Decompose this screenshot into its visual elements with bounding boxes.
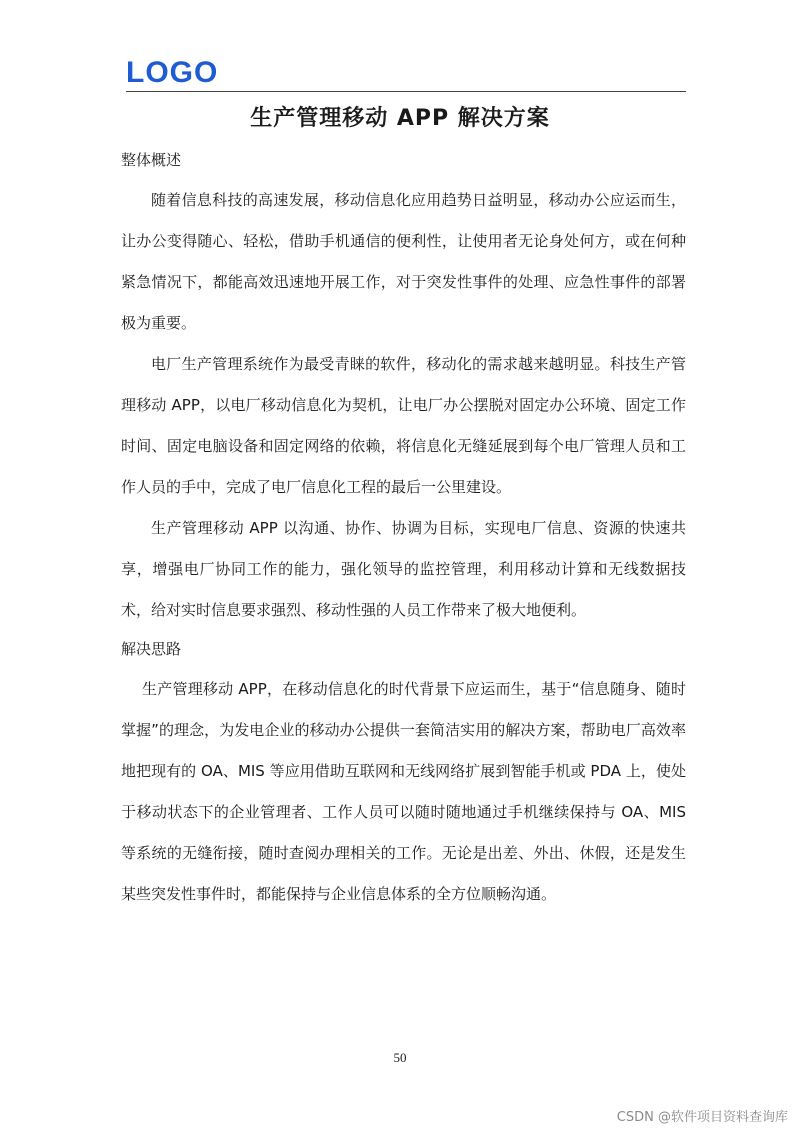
page-number: 50 — [393, 1050, 407, 1065]
overview-paragraph-1: 随着信息科技的高速发展，移动信息化应用趋势日益明显，移动办公应运而生，让办公变得随心、轻松，借助手机通信的便利性，让使用者无论身处何方，或在何种紧急情况下，都能高效迅速地开展工作，对于突发性事件的处理、应急性事件的部署极为重要。 — [121, 191, 686, 332]
approach-paragraph-1: 生产管理移动 APP，在移动信息化的时代背景下应运而生，基于“信息随身、随时掌握”的理念，为发电企业的移动办公提供一套简洁实用的解决方案，帮助电厂高效率地把现有的 OA、MIS 等应用借助互联网和无线网络扩展到智能手机或 PDA 上，使处于移动状态下的企业管理者、工作人员可以随时随地通过手机继续保持与 OA、MIS 等系统的无缝衔接，随时查阅办理相关的工作。无论是出差、外出、休假，还是发生某些突发性事件时，都能保持与企业信息体系的全方位顺畅沟通。 — [121, 680, 686, 903]
section-heading-approach: 解决思路 — [121, 640, 182, 658]
section-heading-overview: 整体概述 — [121, 151, 182, 169]
source-watermark: CSDN @软件项目资料查询库 — [616, 1110, 788, 1125]
overview-paragraph-3: 生产管理移动 APP 以沟通、协作、协调为目标，实现电厂信息、资源的快速共享，增强电厂协同工作的能力，强化领导的监控管理，利用移动计算和无线数据技术，给对实时信息要求强烈、移动性强的人员工作带来了极大地便利。 — [121, 519, 686, 619]
overview-paragraph-2: 电厂生产管理系统作为最受青睐的软件，移动化的需求越来越明显。科技生产管理移动 APP，以电厂移动信息化为契机，让电厂办公摆脱对固定办公环境、固定工作时间、固定电脑设备和固定网络的依赖，将信息化无缝延展到每个电厂管理人员和工作人员的手中，完成了电厂信息化工程的最后一公里建设。 — [121, 355, 686, 496]
page-title: 生产管理移动 APP 解决方案 — [250, 106, 550, 131]
header-divider — [126, 91, 686, 92]
company-logo: LOGO — [126, 56, 219, 89]
document-body — [121, 146, 686, 915]
